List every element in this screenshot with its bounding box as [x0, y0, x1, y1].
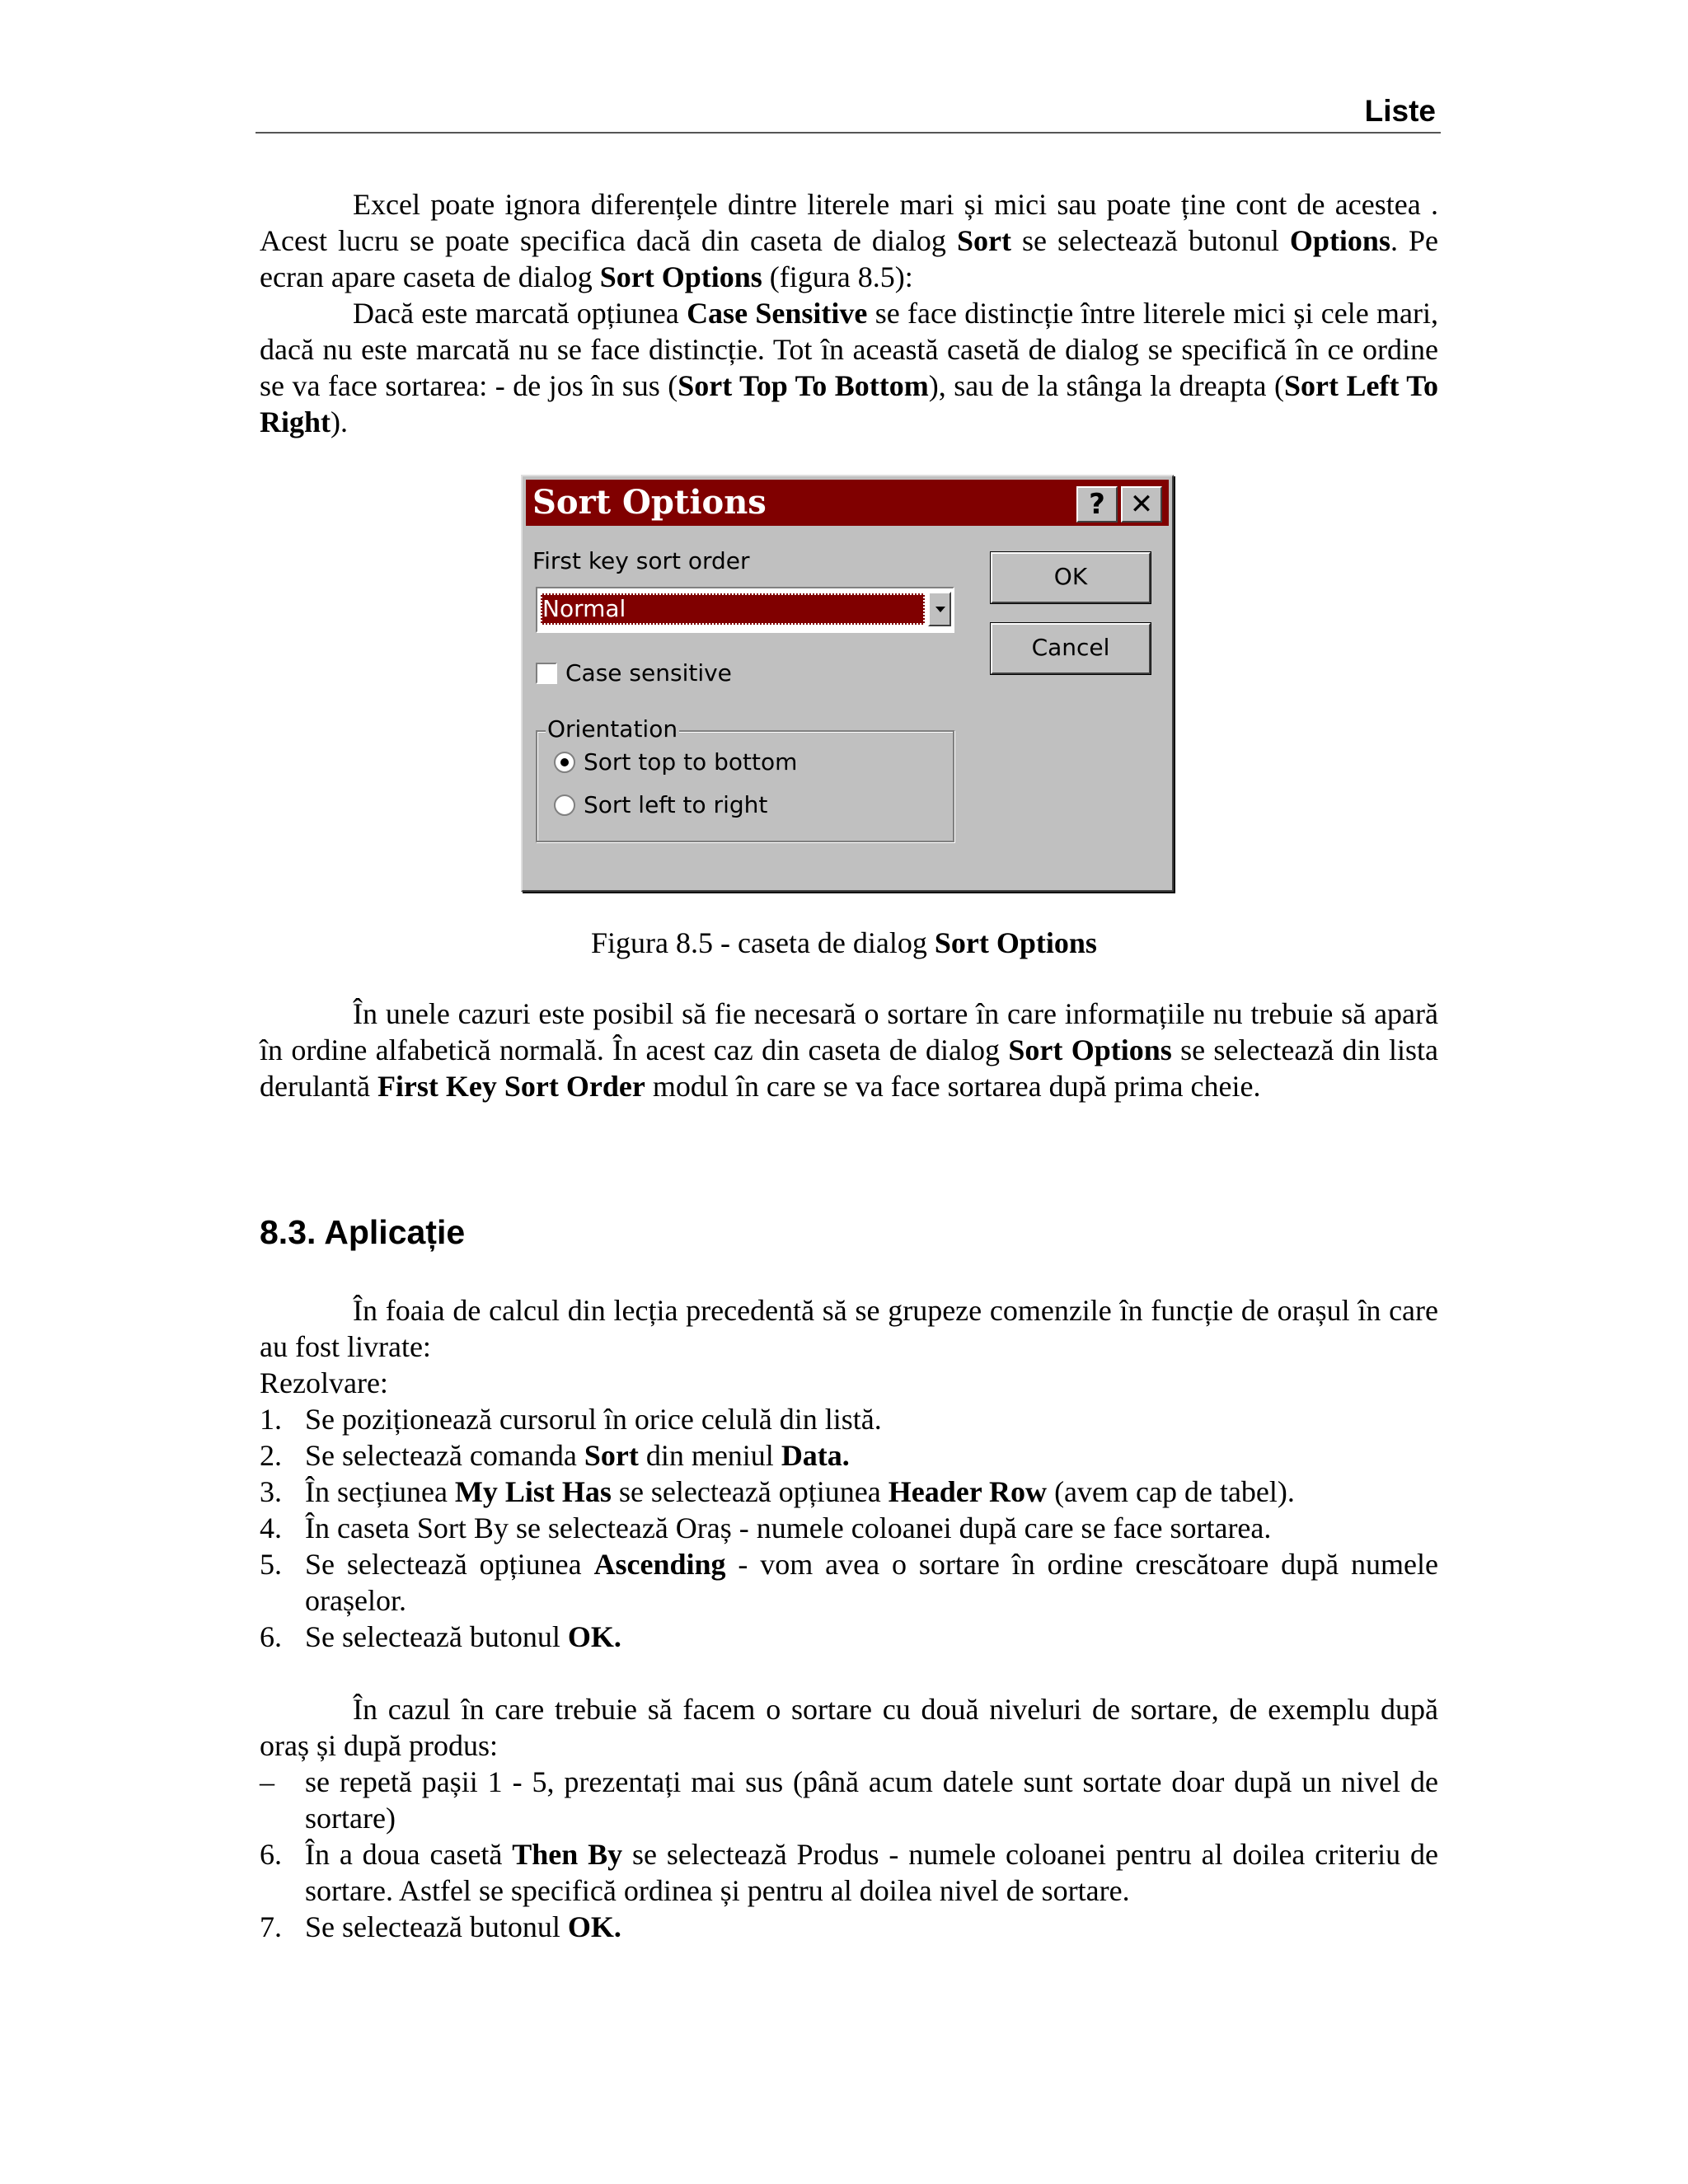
first-key-label: First key sort order	[532, 547, 750, 574]
task-paragraph	[260, 1292, 1438, 1365]
text-span: În a doua casetă	[305, 1838, 513, 1871]
caption-text: Figura 8.5 - caseta de dialog	[591, 926, 935, 959]
text-span: . Pe ecran apare caseta de dialog	[260, 224, 1438, 293]
first-key-selected-value: Normal	[541, 593, 925, 625]
bold-span: Sort Left To Right	[260, 369, 1438, 438]
text-span: În caseta Sort By se selectează Oraș - numele coloanei după care se face sortarea.	[305, 1511, 1272, 1544]
steps-list	[260, 1401, 1438, 1655]
bold-span: Options	[1289, 224, 1390, 257]
text-span: În foaia de calcul din lecția precedentă să se grupeze comenzile în funcție de orașul în care au fost livrate:	[260, 1294, 1438, 1363]
bold-span: Data.	[781, 1439, 850, 1472]
bold-span: Sort	[956, 224, 1011, 257]
bold-span: Then By	[512, 1838, 623, 1871]
caption-bold: Sort Options	[934, 926, 1097, 959]
list-number: 6.	[260, 1620, 282, 1653]
sort-options-dialog	[521, 475, 1174, 892]
list-number: 5.	[260, 1548, 282, 1581]
list-item	[260, 1510, 1438, 1546]
page-header	[256, 89, 1441, 134]
list-item	[260, 1836, 1438, 1909]
list-item	[260, 1546, 1438, 1619]
text-span: ).	[331, 405, 349, 438]
bold-span: Sort Top To Bottom	[678, 369, 929, 402]
text-span: Se selectează comanda	[305, 1439, 584, 1472]
orientation-group	[536, 715, 954, 842]
list-item	[260, 1619, 1438, 1655]
bold-span: OK.	[567, 1620, 621, 1653]
bold-span: Case Sensitive	[687, 297, 868, 330]
text-span: (avem cap de tabel).	[1047, 1475, 1295, 1508]
bold-span: My List Has	[454, 1475, 612, 1508]
text-span: modul în care se va face sortarea după prima cheie.	[645, 1070, 1261, 1103]
dialog-title: Sort Options	[532, 483, 767, 522]
text-span: Dacă este marcată opțiunea	[353, 297, 687, 330]
radio-sort-top-to-bottom[interactable]	[554, 752, 575, 773]
list-number: 3.	[260, 1475, 282, 1508]
intro-paragraph-1	[260, 186, 1438, 295]
steps2-list	[260, 1764, 1438, 1945]
paragraph-4	[260, 1691, 1438, 1764]
intro-paragraph-2	[260, 295, 1438, 440]
text-span: Se selectează butonul	[305, 1620, 568, 1653]
text-span: se face distincție între literele mici și cele mari, dacă nu este marcată nu se face distincție. Tot în această casetă de dialog se specifică în ce ordine se va face sortarea: - de jos în sus (	[260, 297, 1438, 402]
bold-span: Header Row	[888, 1475, 1048, 1508]
header-title: Liste	[1364, 94, 1436, 128]
text-span: se selectează opțiunea	[611, 1475, 889, 1508]
text-span: Se selectează butonul	[305, 1910, 568, 1943]
chevron-down-icon[interactable]	[928, 592, 951, 626]
text-span: (figura 8.5):	[762, 260, 913, 293]
case-sensitive-label: Case sensitive	[565, 659, 732, 687]
text-span: se repetă pașii 1 - 5, prezentați mai sus (până acum datele sunt sortate doar după un nivel de sortare)	[305, 1765, 1438, 1835]
list-number: 4.	[260, 1511, 282, 1544]
text-span: Se poziționează cursorul în orice celulă din listă.	[305, 1403, 882, 1436]
list-bullet: –	[260, 1765, 274, 1798]
text-span: din meniul	[638, 1439, 781, 1472]
bold-span: Ascending	[593, 1548, 726, 1581]
radio-top-bottom-label: Sort top to bottom	[584, 748, 798, 776]
text-span: se selectează din lista derulantă	[260, 1033, 1438, 1103]
dialog-titlebar	[526, 480, 1169, 526]
ok-button[interactable]: OK	[991, 552, 1151, 603]
bold-span: OK.	[567, 1910, 621, 1943]
text-span: În secțiunea	[305, 1475, 455, 1508]
list-item	[260, 1909, 1438, 1945]
paragraph-3	[260, 996, 1438, 1104]
text-span: În cazul în care trebuie să facem o sortare cu două niveluri de sortare, de exemplu după oraș și după produs:	[260, 1693, 1438, 1762]
case-sensitive-checkbox[interactable]	[536, 663, 557, 684]
list-item	[260, 1401, 1438, 1437]
radio-sort-left-to-right[interactable]	[554, 794, 575, 816]
text-span: se selectează butonul	[1010, 224, 1290, 257]
text-span: Se selectează opțiunea	[305, 1548, 594, 1581]
orientation-label: Orientation	[547, 715, 678, 743]
solution-label: Rezolvare:	[260, 1366, 388, 1399]
bold-span: Sort Options	[599, 260, 762, 293]
help-button[interactable]: ?	[1076, 486, 1118, 523]
text-span: - vom avea o sortare în ordine crescătoare după numele orașelor.	[305, 1548, 1439, 1617]
first-key-sort-order-dropdown[interactable]	[536, 587, 954, 633]
bold-span: Sort Options	[1008, 1033, 1172, 1066]
list-item	[260, 1437, 1438, 1474]
bold-span: First Key Sort Order	[377, 1070, 645, 1103]
text-span: se selectează Produs - numele coloanei pentru al doilea criteriu de sortare. Astfel se specifică ordinea și pentru al doilea nivel de sortare.	[305, 1838, 1438, 1907]
cancel-button[interactable]: Cancel	[991, 623, 1151, 674]
list-number: 1.	[260, 1403, 282, 1436]
list-number: 6.	[260, 1838, 282, 1871]
list-item	[260, 1764, 1438, 1836]
text-span: ), sau de la stânga la dreapta (	[928, 369, 1284, 402]
text-span: Excel poate ignora diferențele dintre literele mari și mici sau poate ține cont de acestea . Acest lucru se poate specifica dacă din caseta de dialog	[260, 188, 1438, 257]
radio-left-right-label: Sort left to right	[584, 791, 768, 818]
list-number: 7.	[260, 1910, 282, 1943]
list-item	[260, 1474, 1438, 1510]
list-number: 2.	[260, 1439, 282, 1472]
text-span: În unele cazuri este posibil să fie necesară o sortare în care informațiile nu trebuie să apară în ordine alfabetică normală. În acest caz din caseta de dialog	[260, 997, 1438, 1066]
bold-span: Sort	[584, 1439, 639, 1472]
radio-selected-dot	[560, 758, 569, 766]
close-button[interactable]: ✕	[1121, 486, 1162, 523]
figure-caption	[0, 925, 1688, 961]
section-title: 8.3. Aplicație	[260, 1213, 466, 1251]
